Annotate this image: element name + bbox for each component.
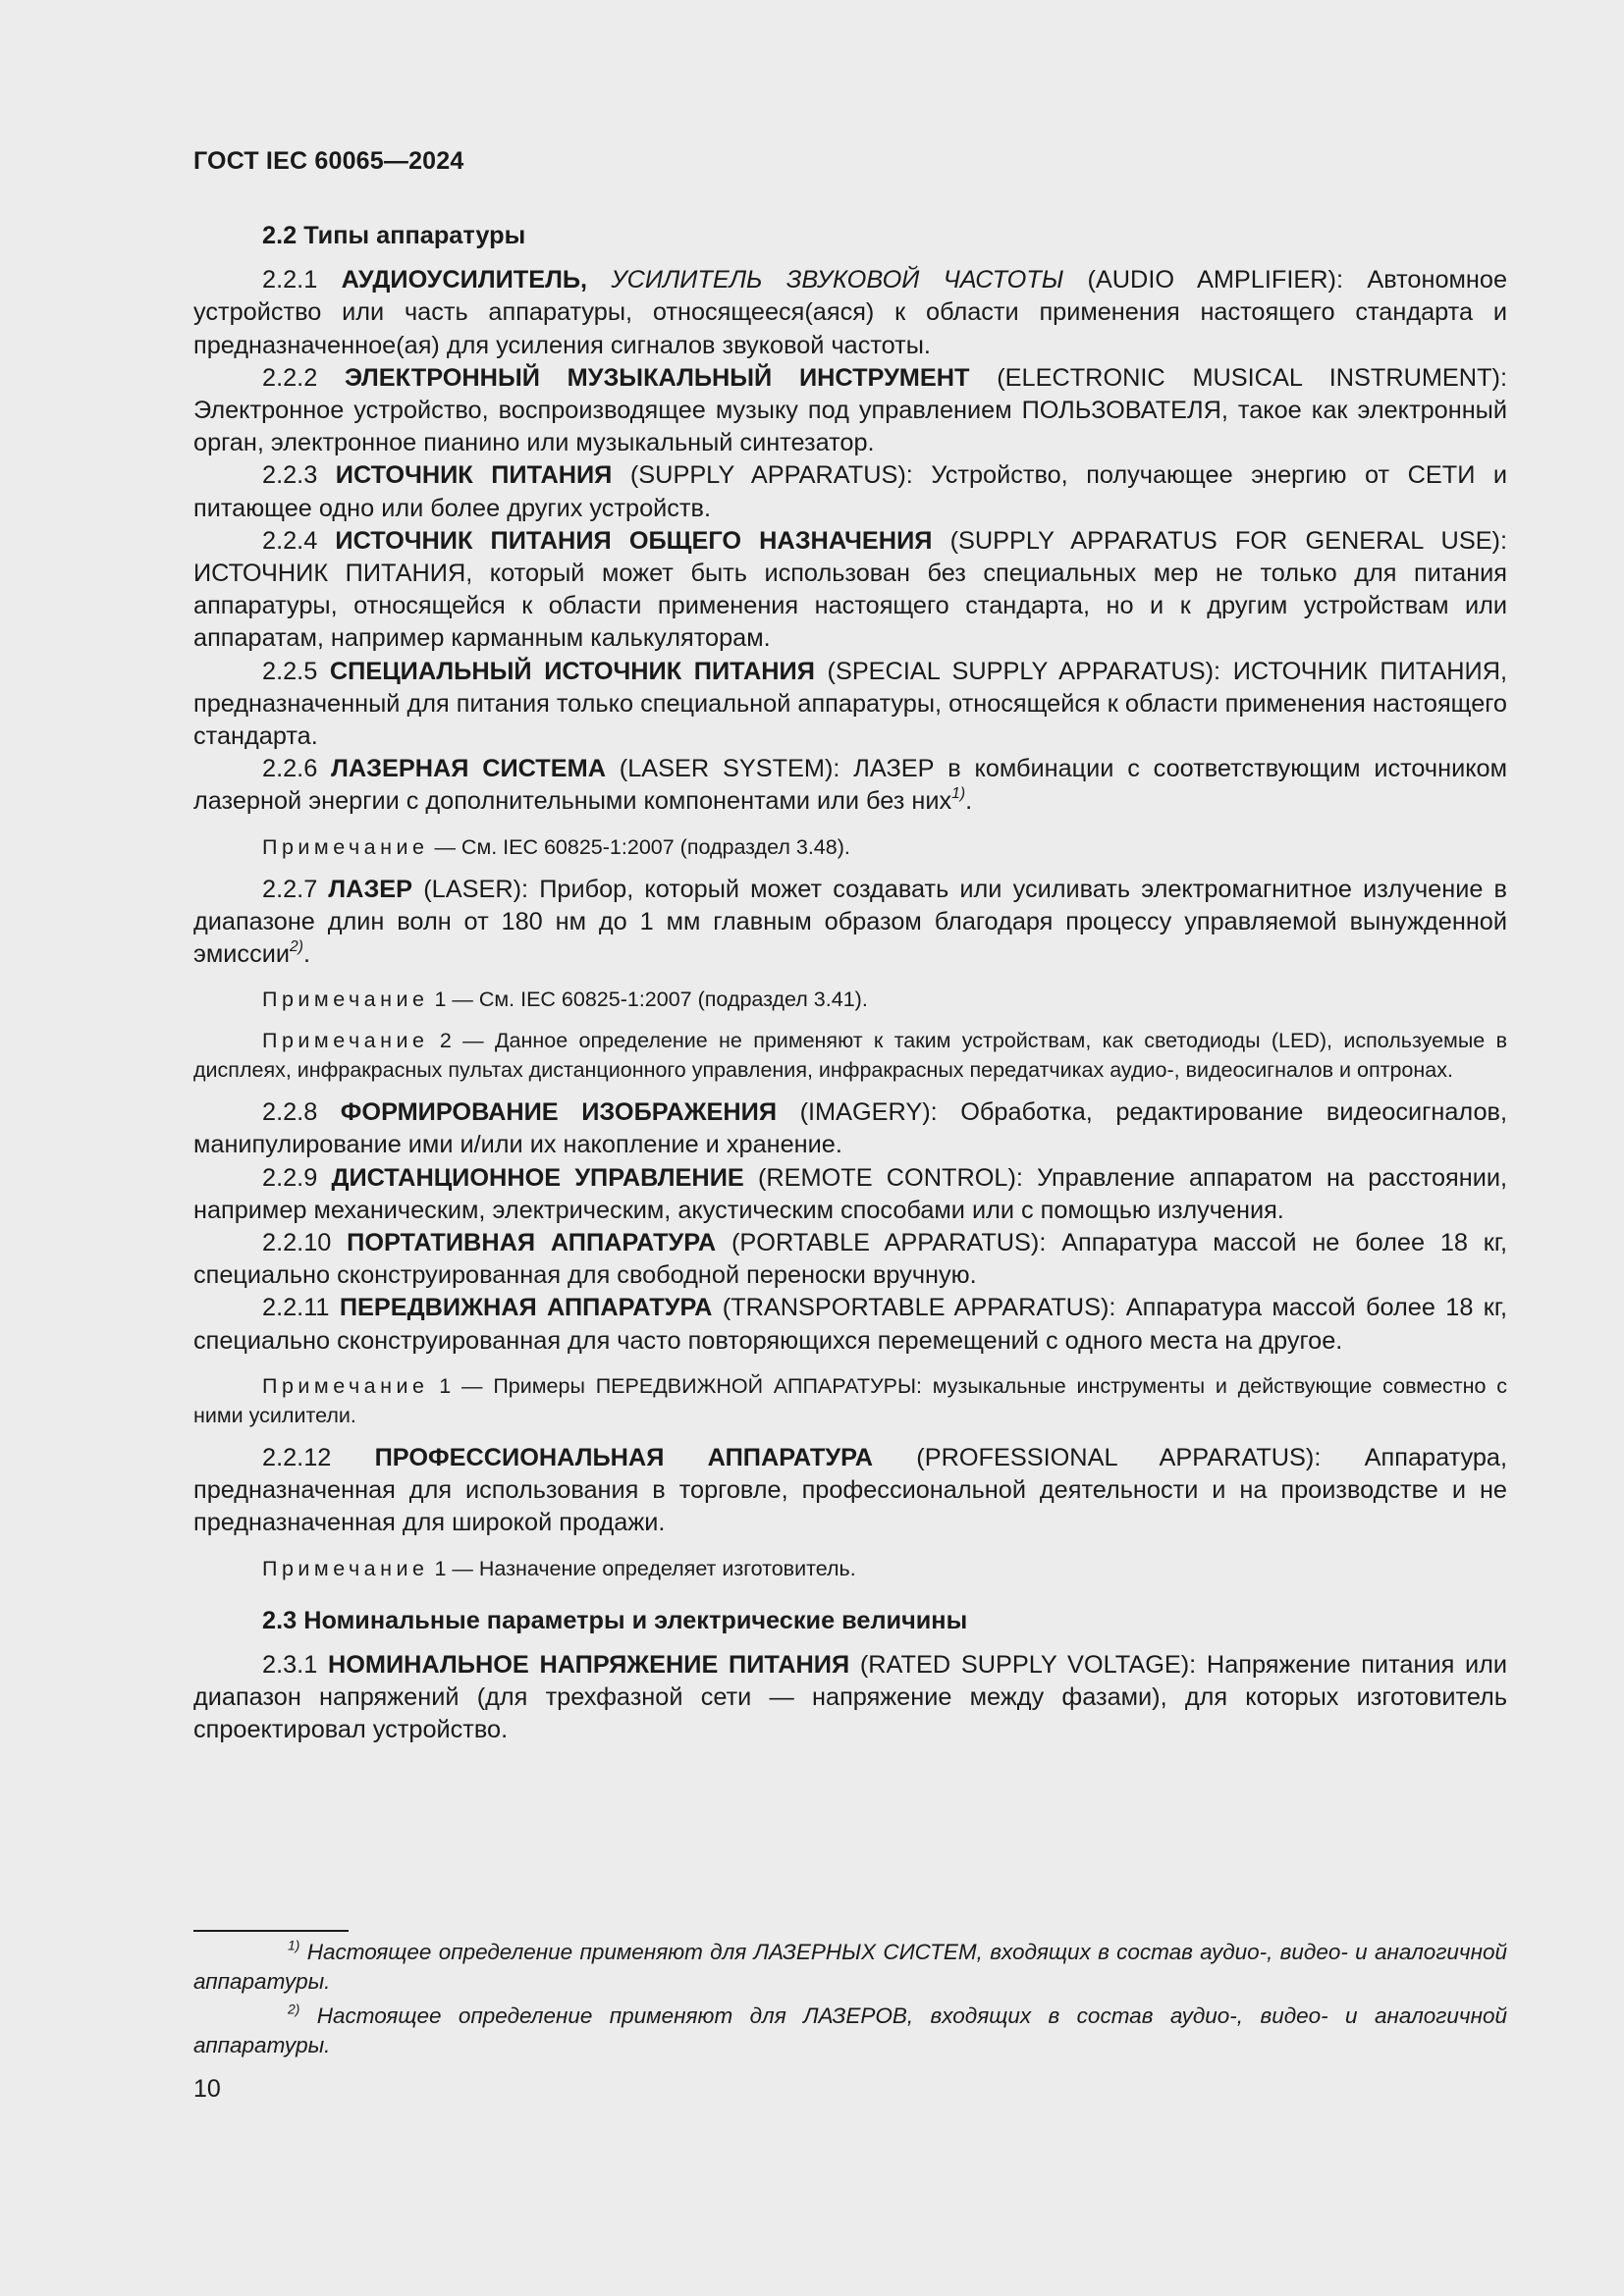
term-name: ЛАЗЕР	[328, 875, 413, 903]
term-number: 2.2.12	[262, 1443, 332, 1471]
term-2-2-10	[193, 1227, 1507, 1292]
section-title-2-2: 2.2 Типы аппаратуры	[262, 222, 526, 249]
term-name: НОМИНАЛЬНОЕ НАПРЯЖЕНИЕ ПИТАНИЯ	[327, 1650, 850, 1679]
note-2-2-7-1	[193, 985, 1507, 1014]
term-2-2-5	[193, 656, 1507, 754]
term-2-2-7	[193, 874, 1507, 972]
footnote-mark: 1)	[288, 1937, 300, 1953]
term-number: 2.2.11	[262, 1294, 330, 1322]
term-definition: Электронное устройство, воспроизводящее музыку под управлением ПОЛЬЗОВАТЕЛЯ, такое как электронный орган, электронное пианино или музыкальный синтезатор.	[193, 397, 1507, 457]
document-header: ГОСТ IEC 60065—2024	[193, 147, 464, 175]
term-number: 2.2.3	[262, 461, 318, 490]
term-definition: Аппаратура массой более 18 кг, специально сконструированная для часто повторяющихся перемещений с одного места на другое.	[193, 1294, 1507, 1355]
term-number: 2.3.1	[262, 1650, 318, 1679]
term-2-2-3	[193, 459, 1507, 524]
page-number: 10	[193, 2075, 221, 2103]
term-number: 2.2.6	[262, 755, 318, 783]
term-definition: Аппаратура массой не более 18 кг, специально сконструированная для свободной переноски вручную.	[193, 1229, 1508, 1290]
note-label: Примечание	[262, 988, 429, 1012]
term-name: ЛАЗЕРНАЯ СИСТЕМА	[331, 755, 606, 783]
term-name: СПЕЦИАЛЬНЫЙ ИСТОЧНИК ПИТАНИЯ	[329, 657, 815, 685]
term-2-3-1	[193, 1649, 1507, 1747]
note-number: 2	[439, 1029, 452, 1053]
term-2-2-4	[193, 525, 1507, 656]
note-text: — См. IEC 60825-1:2007 (подраздел 3.41).	[452, 988, 868, 1012]
term-definition: Прибор, который может создавать или усиливать электромагнитное излучение в диапазоне длин волн от 180 нм до 1 мм главным образом благодаря процессу управляемой вынужденной эмиссии	[193, 875, 1507, 969]
note-text: — Назначение определяет изготовитель.	[452, 1556, 856, 1580]
term-end: .	[302, 940, 310, 969]
term-english: (ELECTRONIC MUSICAL INSTRUMENT):	[997, 363, 1507, 392]
term-2-2-9	[193, 1162, 1507, 1227]
term-english: (SPECIAL SUPPLY APPARATUS):	[827, 657, 1221, 685]
term-name: ПРОФЕССИОНАЛЬНАЯ АППАРАТУРА	[374, 1443, 873, 1471]
footnote-separator	[193, 1930, 349, 1932]
footnote-2	[193, 2002, 1507, 2059]
footnotes	[193, 1938, 1507, 2065]
term-2-2-12	[193, 1442, 1507, 1540]
note-text: — Примеры ПЕРЕДВИЖНОЙ АППАРАТУРЫ: музыкальные инструменты и действующие совместно с ними усилители.	[193, 1373, 1507, 1427]
term-number: 2.2.10	[262, 1229, 332, 1257]
footnote-text: Настоящее определение применяют для ЛАЗЕРНЫХ СИСТЕМ, входящих в состав аудио-, видео- и аналогичной аппаратуры.	[193, 1940, 1507, 1994]
term-definition: Обработка, редактирование видеосигналов, манипулирование ими и/или их накопление и хранение.	[193, 1098, 1507, 1159]
note-label: Примечание	[262, 1029, 429, 1053]
note-text: — Данное определение не применяют к таким устройствам, как светодиоды (LED), используемые в дисплеях, инфракрасных пультах дистанционного управления, инфракрасных передатчиках аудио-, видеосигналов и оптронах.	[193, 1029, 1508, 1083]
term-name: ПЕРЕДВИЖНАЯ АППАРАТУРА	[339, 1294, 713, 1322]
note-number: 1	[439, 1373, 452, 1398]
term-english: (LASER SYSTEM):	[619, 755, 840, 783]
term-number: 2.2.7	[262, 875, 318, 903]
term-definition: Управление аппаратом на расстоянии, например механическим, электрическим, акустическим способами или с помощью излучения.	[193, 1163, 1508, 1224]
term-definition: Аппаратура, предназначенная для использования в торговле, профессиональной деятельности и на производстве и не предназначенная для широкой продажи.	[193, 1443, 1507, 1537]
term-english: (SUPPLY APPARATUS FOR GENERAL USE):	[949, 526, 1508, 555]
term-name: АУДИОУСИЛИТЕЛЬ,	[341, 266, 588, 294]
note-label: Примечание	[262, 834, 429, 859]
term-english: (AUDIO AMPLIFIER):	[1087, 266, 1343, 294]
term-end: .	[965, 787, 973, 816]
term-name: ИСТОЧНИК ПИТАНИЯ ОБЩЕГО НАЗНАЧЕНИЯ	[335, 526, 933, 555]
term-english: (RATED SUPPLY VOLTAGE):	[859, 1650, 1197, 1679]
term-name: ИСТОЧНИК ПИТАНИЯ	[335, 461, 613, 490]
footnote-1	[193, 1938, 1507, 1996]
term-number: 2.2.8	[262, 1098, 318, 1127]
term-number: 2.2.5	[262, 657, 318, 685]
term-definition: ИСТОЧНИК ПИТАНИЯ, который может быть использован без специальных мер не только для питания аппаратуры, относящейся к области применения настоящего стандарта, но и к другим устройствам или аппаратам, например карманным калькуляторам.	[193, 560, 1507, 653]
term-alt-name: УСИЛИТЕЛЬ ЗВУКОВОЙ ЧАСТОТЫ	[611, 266, 1064, 294]
term-english: (SUPPLY APPARATUS):	[629, 461, 913, 490]
note-2-2-11-1	[193, 1371, 1507, 1430]
term-2-2-11	[193, 1292, 1507, 1357]
term-definition: Устройство, получающее энергию от СЕТИ и питающее одно или более других устройств.	[193, 461, 1508, 522]
term-english: (PROFESSIONAL APPARATUS):	[916, 1443, 1322, 1471]
footnote-text: Настоящее определение применяют для ЛАЗЕРОВ, входящих в состав аудио-, видео- и аналогичной аппаратуры.	[193, 2003, 1507, 2057]
term-english: (TRANSPORTABLE APPARATUS):	[722, 1294, 1116, 1322]
footnote-ref-2[interactable]: 2)	[290, 938, 303, 956]
term-definition: ЛАЗЕР в комбинации с соответствующим источником лазерной энергии с дополнительными компонентами или без них	[193, 755, 1508, 816]
term-english: (LASER):	[423, 875, 529, 903]
term-number: 2.2.9	[262, 1163, 318, 1192]
document-body	[193, 220, 1507, 1746]
section-title-2-3: 2.3 Номинальные параметры и электрические величины	[262, 1606, 968, 1634]
term-definition: Автономное устройство или часть аппаратуры, относящееся(аяся) к области применения настоящего стандарта и предназначенное(ая) для усиления сигналов звуковой частоты.	[193, 266, 1508, 359]
term-name: ПОРТАТИВНАЯ АППАРАТУРА	[347, 1229, 717, 1257]
footnote-mark: 2)	[288, 2001, 300, 2017]
term-number: 2.2.2	[262, 363, 318, 392]
note-label: Примечание	[262, 1556, 429, 1580]
note-number: 1	[434, 988, 447, 1012]
note-2-2-12-1	[193, 1554, 1507, 1583]
term-name: ДИСТАНЦИОННОЕ УПРАВЛЕНИЕ	[331, 1163, 744, 1192]
note-2-2-7-2	[193, 1026, 1507, 1085]
footnote-ref-1[interactable]: 1)	[951, 785, 966, 803]
term-english: (REMOTE CONTROL):	[757, 1163, 1023, 1192]
note-2-2-6	[193, 832, 1507, 862]
term-2-2-1	[193, 264, 1507, 362]
note-text: — См. IEC 60825-1:2007 (подраздел 3.48).	[434, 834, 850, 859]
term-2-2-8	[193, 1096, 1507, 1161]
term-definition: Напряжение питания или диапазон напряжений (для трехфазной сети — напряжение между фазами), для которых изготовитель спроектировал устройство.	[193, 1650, 1508, 1744]
term-name: ЭЛЕКТРОННЫЙ МУЗЫКАЛЬНЫЙ ИНСТРУМЕНТ	[345, 363, 970, 392]
term-english: (IMAGERY):	[799, 1098, 938, 1127]
term-number: 2.2.4	[262, 526, 318, 555]
term-name: ФОРМИРОВАНИЕ ИЗОБРАЖЕНИЯ	[340, 1098, 778, 1127]
term-number: 2.2.1	[262, 266, 318, 294]
term-2-2-6	[193, 753, 1507, 818]
term-definition: ИСТОЧНИК ПИТАНИЯ, предназначенный для питания только специальной аппаратуры, относящейся к области применения настоящего стандарта.	[193, 657, 1507, 751]
note-label: Примечание	[262, 1373, 429, 1398]
note-number: 1	[434, 1556, 447, 1580]
term-english: (PORTABLE APPARATUS):	[731, 1229, 1047, 1257]
term-2-2-2	[193, 362, 1507, 460]
